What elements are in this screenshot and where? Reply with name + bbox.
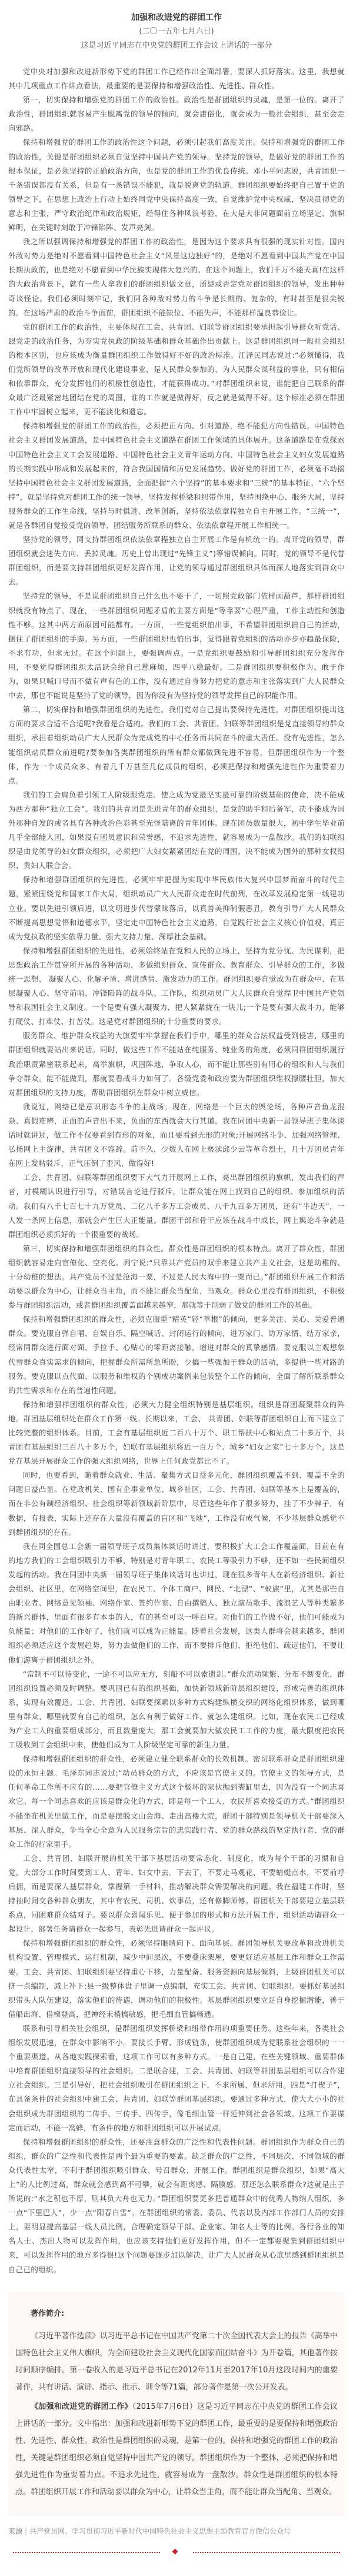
article-paragraph: 服务群众、维护群众权益的大旗要牢牢掌握在我们手中，哪里的群众合法权益受到侵害，哪里的群团组织就要站出来说话。同时，做这些工作不能站在纯服务、纯业务的角度，必须同群团组织履行政治职责紧密联系起来，高举旗帜，巩固阵地，争取人心，而不能让那些别有用心的组织和人与我们争夺群众。能不能做到，那就要看战斗力如何了。各级党委和政府要为群团组织维权撑腰壮胆，加大对群团组织的支持力度，帮助群团组织在群众中树立威信。 <box>8 1031 345 1097</box>
article-paragraph: 保持和增强群团组织的先进性，必须始终站在党和人民的立场上，坚持为党分忧、为民谋利，把思想政治工作贯穿所开展的各种活动，多做组织群众、宣传群众、教育群众、引导群众的工作，多做统一思想、 凝聚人心、化解矛盾、增进感情、激发动力的工作。群团组织要自觉成为在群众中、在基层凝聚人心、坚守前哨、冲锋陷阵的战斗队、工作队，组织动员广大人民群众自觉捍卫中国共产党领导和我国社会主义制度。一个是要有强大凝聚力，把人紧紧拢在一块儿;一个是要有强大战斗力，能够打硬仗、打难仗、打苦仗。这是党对群团组织的十分重要的要求。 <box>8 946 345 1026</box>
article-date: (二〇一五年七月六日) <box>139 27 214 36</box>
source-label: 来源 <box>8 2527 23 2535</box>
article-paragraph: 同时，也要看到，随着群众就业、生活、聚集方式日益多元化，群团组织覆盖不到、覆盖不全的问题日益凸显。在党政机关、国有企事业单位、城乡社区，工会、共青团、妇联等基本上是覆盖的，而在非公有制经济组织、社会组织等新领域新阶层中，尽管这些年作了很多努力，挂了不少牌子，有数据，有报表，实际上还存在大量没有覆盖的盲区和“飞地”，工作没有成气候，不少基层群众感觉不到群团组织的存在。 <box>8 1471 345 1537</box>
work-introduction-box <box>8 2292 345 2516</box>
article-title: 加强和改进党的群团工作 <box>131 13 222 22</box>
article-paragraph: 第三，切实保持和增强群团组织的群众性。群众性是群团组织的根本特点。离开了群众性，群团组织就容易走向官僚化、空壳化。列宁说:“只靠共产党员的双手来建立共产主义社会，这是幼稚的、十分幼稚的想法。共产党员不过是沧海一粟，不过是人民大海中的一粟而已。”群团组织开展工作和活动要以群众为中心，让群众当主角，而不能让群众当配角，当观众。群众心里没有群团组织，不积极参与群团组织活动，或者群团组织覆盖面越来越窄，那就等于削弱了做党的群团工作的基础。 <box>8 1244 345 1310</box>
ornamental-divider <box>13 2547 340 2558</box>
article-paragraph: 保持和增强群团组织的群众性，必须坚持眼睛向下、面向基层。群团领导机关要改革和改进机关机构设置、管理模式、运行机制，减少中间层次，不要叠床架屋，要更好适应基层工作和群众工作需要。工会、共青团、妇联组织要坚持重心下移，力量配备、服务资源向基层倾斜，上级群团机关可以挤一点编制，减上补下;县一级整体盘子里调一点编制，充实工会、共青团、妇联组织。要抓好基层组织带头人队伍建设，落实他们的待遇，调动他们的积极性。基层群团组织要立足自身挖掘潜能，善于借船出海、借梯登高，把神经末梢搞敏感，把毛细血管搞畅通。 <box>8 1939 345 2019</box>
work-title: 《加强和改进党的群团工作》 <box>31 2402 132 2411</box>
article-paragraph: 我之所以强调保持和增强党的群团工作的政治性，是因为这个要求具有很强的现实针对性。国内外敌对势力是绝对不愿看到中国特色社会主义“风景这边独好”的，是绝对不愿看到中国共产党在中国长期执政的，也是绝对不愿看到中华民族实现伟大复兴的。在这个问题上，我们千万不能天真!在这样的大政治背景下，就有一些人拿我们的群团组织做文章，质疑或否定党对群团组织的领导，发出种种奇谈怪论。我们必须时刻牢记，我们同各种敌对势力的斗争是长期的、复杂的，有时甚至是很尖锐的。在这场严肃的政治斗争面前，群团组织不能缺位、不能失声，不能那样温良恭俭让。 <box>8 237 345 317</box>
source-line <box>8 2525 345 2537</box>
article-paragraph: 保持和增强群团组织的群众性，还要注意群众的广泛性和代表性问题。群团组织作为群众自己的组织，群众的广泛性和代表性是两个最为重要的要素。缺乏群众的广泛性，不同层次、不同领域的群众代表性太窄，不利于群团组织吸引群众、号召群众、开展工作。群团组织是群众组织，如果“高大上”的人比例过高，群众就会感到高不可攀，就会有距离感、隔膜感，那还怎么联系群众?这就是庄子所说的:“水之积也不厚，则其负大舟也无力。”群团组织要更多把普通群众中的优秀人物纳人组织，多一点“下里巴人”，少一点“阳春白雪”。在群团组织的常委、委员、代表以及内部工作部门人员的安排上，要明显提高基层一线人员比例，合理确定领导干部、企业家、知名人士等的比例。各行各业的知名人士、杰出人物可以发挥作用，也应该支持他们更好发挥作用，但不一定都要聚集到群团组织中来，可以发挥作用的地方多得很!这个问题要逐步加以解决，让广大人民群众从心底里感到群团组织是自己已的组织。 <box>8 2137 345 2274</box>
article-paragraph: 党中央对加强和改进新形势下党的群团工作已经作出全面部署，要深人抓好落实。这里，我想就其中几项重点工作讲点看法，最重要的是要保持和增强政治性、先进性、群众性。 <box>8 67 345 91</box>
article-paragraph: 我在同全国总工会新一届领导班子成员集体谈话时讲过，要积极扩大工会工作覆盖面，目前在有的地方我们的工会组织吸引力不够，特别是对青年职工、农民工等吸引力不够，还不如一些民间组织发起的活动。我在同团中央新一届领导班子集体谈话时也讲过，现在很多青年人在新经济组织、新社会组织、社区里，在网络空间里，在农民工、个体工商户、网民、“北漂”、“蚁族”里，尤其是那些自由职业者、网络意见领袖、网络作家、签约作家、自由撰稿人、独立演员歌手、流浪艺人等种类繁多的新兴群体，里面有很多有本事的人，有的甚至可以一呼百应。对他们的工作做不好，他们可能成为负能量；对他们的工作好了，他们就可以成为正能量。随着社会发展，这类人群将会越来越多，群团组织必须适应这个发展趋势，努力去做他们的工作，而不要排斥他们、拒绝他们、疏远他们，不要让他们游离于群团组织之外。 <box>8 1541 345 1664</box>
article-paragraph: 坚持党的领导，不是说群团组织自己什么也不要干了，一切照党政部门依样画葫芦，那样群团组织就没有特点了。现在，一些群团组织问题矛盾的主要方面是“等靠要”心理严重，工作主动性和创造性不够。这其中两方面原因可能都有。一方面，一些党组织怕出事，不希望群团组织搞自己的活动，捆住了群团组织的手脚。另方面，一些群团组织也怕出事，觉得跟着党组织的活动亦步亦趋最保险，不求有功，但求无过。在这个问题上，要强调两点。一是党组织要鼓励和引导群团组织充分发挥作用，不要觉得群团组织太活跃会给自己惹麻烦，四平八稳最好。二是群团组织要积极作为、敢于作为，如果只喊口号而不做有声有色的工作，没有通过自身努力把党的意志和主张落实到广大人民群众中去，那也不能说是坚持了党的领导，因为你没有为坚持党的领导发挥自己的职能作用。 <box>8 591 345 700</box>
source-text: 共产党员网、学习贯彻习近平新时代中国特色社会主义思想主题教育官方微信公众号 <box>29 2527 291 2535</box>
info-paragraph <box>15 2398 338 2501</box>
article-paragraph: 党的群团工作的政治性，主要体现在工会、共青团、妇联等群团组织要承担起引导群众听党话、跟党走的政治任务，为夯实党执政的阶级基础和群众基础作出贡献上。这是群团组织同一般社会组织的根本区别，也应该成为衡量群团组织工作做得好不好的政治标准。江泽民同志说过:“必须懂得，我们党所领导的改革开放和现代化建设事业，是人民群众参加的、为人民群众谋利益的事业，只有相信和依靠群众，充分发挥他们的积极性创造性，才能获得成功。”对群团组织来说，谁能把自己联系的群众最广泛最紧密地团结在党的周围，谁的工作就是做得好，反之就是做得不好。这个标准必须在群团工作中牢固树立起来，更不能淡化和遗忘。 <box>8 322 345 417</box>
article-paragraph: 保持和增强样团组织的群众性，必须大力健全组织特别是基层组织。组织是群团凝聚群众的阵地。群团基层组织处在群众工作第一线。长期以来，工会、 共青团、妇联等群团组织自上而下建立了比较完整的组织体系。目前，工会有基层组织近二百八十万个、职工帮扶中心和站点二十多万个，共青团有基层组织三百八十多万个，妇联有基层组织将近一百万个、城乡“妇女之家”七十多万个，这是党在基层开展群众工作的强大组织网络，世界上任何政党都比不了。 <box>8 1400 345 1466</box>
article-paragraph: 工会、共青团、妇联开展的机关干部下基层活动要常态化、制度化，成为每个干部的习惯和自觉，大部分工作时间要到工人、青年、妇女中去。下去了，不要走马观花，不要蜻蜓点水，不要前呼后拥，而是要深人基层群众，掌握第一手材料，推动解决群众需要解决的问题。我在福建工作时，坚持抽时间交各种群众朋友，其中有农民、司机、炊事员，还有修脚师傅。群团机关干部要建立基层联系点，同困难群众结对子。要以群众喜闻乐见、便于参加的形式和方法开展工作，组织活动请群众一起设计，部署任务请群众一起参与，表彰先进请群众一起评议。 <box>8 1853 345 1934</box>
article-body <box>8 65 345 2277</box>
article-paragraph: 保持和增强群团组织的群众性，必须克服重“精英”轻“草根”的倾向，更多关注、关心、关爱普通群众。要克服自弹自唱、自娱自乐、隔空喊话、封闭运行的倾向，进万家门、访万家情、结万家亲，经常同群众进行面对面、手拉手、心贴心的零距离接触，增进对群众的真挚感情。要克服以主观想象代替群众真实需求的倾向，把握群众所需所急所盼，少搞一些强加于群众的活动，多提供一些对路的服务。要克服以点代面、以服务和维权的个别成功案例来包装整个工作的倾向，全面了解所联系群众的共性需求和存在的普遍性问题。 <box>8 1315 345 1395</box>
article-note: 这是习近平同志在中央党的群团工作会议上讲话的一部分 <box>81 41 272 50</box>
article-paragraph: 保持和增强党的群团工作的政治性，必须把正方向、引对道路，绝不能犯方向性错误。中国特色社会主义群团发展道路，是中国特色社会主义道路在群团工作领域的具体展开。这条道路是在党探索中国特色社会主义工会发展道路、中国特色社会主义青年运动方向、中国特色社会主义妇女发展道路的长期实践中形成和发展起来的，符合我国国情和历史发展趋势。做好党的群团工作，必须毫不动摇坚持中国特色社会主义群团发展道路，全面把握“六个坚持”的基本要求和“三统”的基本特征。“六个坚持”，就是坚持党对群团工作的统一领导，坚持发挥桥梁和纽带作用，坚持围绕中心、服务大局，坚持服务群众的工作生命线，坚持与时俱进、改革创新，坚持依法依章程独立自主开展工作。“三统一”，就是各群团自觉接受党的领导、团结服务所联系的群众、依法依章程开展工作相统一。 <box>8 421 345 530</box>
article-paragraph: 保持和增强党的群团工作的政治性这个问题，必须引起我们高度关注。保持和增强党的群团工作的政治性，关键是群团组织必须自觉坚持中国共产党的领导。坚持党的领导，是做好党的群团工作的根本保证，是必须坚持的正确政治方向，也是党的群团工作的优良传统。邓小平同志说，共青团犯一千条错误都没有关系，但是有一条错误不能犯，就是脱离党的轨道。群团组织要始终把自己置于党的领导之下，在思想上政治上行动上始终同党中央保持高度一致，自觉维护党中央权威，坚决贯彻党的意志和主张，严守政治纪律和政治规矩，经得住各种风浪考验，在大是大非问题面前立场坚定、旗帜鲜明，在关键时刻敢于冲锋陷阵、发声亮剑。 <box>8 138 345 232</box>
article-paragraph: 工会、共青团、妇联等群团组织要下大气力开展网上工作，亮出群团组织的旗帜，发出我们的声音，对模糊认识进行引导，对错误言论进行驳斥，让群众能在网上找到自己的组织、参加组织的活动。我们有八千七百七十九万党员、二亿八千多万工会成员、八千九百多万团员，还有“半边天”，一人发一条网上信息，那就会产生巨大正能量。群团干部和骨干应该在战斗中成长，网上舆论斗争就是群团组织必须抓好的一个很重要的战场。 <box>8 1173 345 1239</box>
work-summary: （2015年7月6日）这是习近平同志在中央党的群团工作会议上讲话的一部分。文中指出：加强和改进新形势下党的群团工作，最重要的是要保持和增强政治性、先进性、群众性。政治性是群团组织的灵魂，是第一位的。保持和增强党的群团工作的政治性，关键是群团组织必须自觉坚持中国共产党的领导。群团组织作为一个整体，必须把保持和增强先进性作为重要着力点。不追求先进性，就容易成为一盘散沙。群众性是群团组织的根本特点。群团组织开展工作和活动要以群众为中心，让群众当主角，而不能让群众当配角、当观众。 <box>15 2402 338 2497</box>
divider-line-left <box>13 2552 160 2553</box>
article-paragraph: 保持和增强群团组织的先进性，必须牢牢把握为实现中华民族伟大复兴中国梦而奋斗的时代主题，紧紧围绕党和国家工作大局，组织动员广大人民群众走在时代前列，在改革发展稳定第一线建功立业。要以先进引领后进，以文明进步代替蒙昧落后，以真善美抑制假恶丑，教育引导广大人民群众不断提高思想觉悟和道德水平，坚定走中国特色社会主义道路，自觉践行社会主义核心价值观，真正成为党执政的坚实依靠力量、强大支持力量、深厚社会基础。 <box>8 875 345 941</box>
divider-line-right <box>193 2552 340 2553</box>
article-paragraph: 保持和增强群团组织的群众性，必须建立健全联系群众的长效机制。密切联系群众是群团组织建设的永恒主题。毛泽东同志说过:“动员群众的方式，不应该是官僚主义的。官僚主义的领导方式，是任何革命工作所不应有的......要把官僚主义方式这个极坏的家伙抛到粪缸里去，因为没有一个同志喜欢它。每一个同志喜欢的应该是群众化的方式，即是每一个工人、农民所喜欢接受的方式。”群团组织不能坐在机关里做工作，而是要摆脱文山会海、走出高楼大院，群团干部特别是领导机关干部要深入基层、深人群众，争当全心全意为人民服务宗旨的忠实践行者、党的群众路线的坚定执行者、党的群众工作的行家里手。 <box>8 1754 345 1849</box>
article-paragraph: 我说过，网络已是意识形态斗争的主战场。现在，网络是一个巨大的舆论场，各种声音鱼龙混杂、真假难辨，正面的声音出不来，负面的东西就会大行其道。我在同团中央新一届领导班子集体谈话时就讲过，做工作不仅要看到有形的对象，而且要看到无形的对象;开展网络斗争、加强网络管理、弘扬网上主旋律，共青团义不容辞。前不久，少数人在网上亵渎邱少云等革命烈士，几十万团员青年在网上发帖驳斥，正气压倒了歪风，做得好! <box>8 1102 345 1168</box>
article-paragraph: 第一，切实保持和增强党的群团工作的政治性。政治性是群团组织的灵魂，是第一位的。离开了政治性，群团组织就容易产生脱离党的领导的倾向，就会庸俗化，就会成为一般社会组织，甚至会走向邪路。 <box>8 95 345 133</box>
article-paragraph: 我们的工会肩负着引领工人阶级跟党走、使之成为党最坚实最可靠的阶级基础的使命，决不能成为西方那种“独立工会”。我们的共青团是先进青年的群众组织，是党的助手和后备军，决不能成为国外那种自发的或者具有各种政治色彩甚至光怪陆离的青年团体。现在团员数量很大，初中学生毕业前几乎全部能入团，如果没有团员意识和荣誉感，不追求先进性，就容易成为一盘散沙。我们的妇联组织是由党领导的妇女群众组织，必须把广大妇女紧紧团结在党的周围，决不能成为国外的那种女权组织、贵妇人联合会。 <box>8 790 345 870</box>
source-separator: | <box>25 2527 28 2535</box>
article-paragraph: 坚持党的领导，同支持群团组织依法依章程独立自主开展工作是有机统一的。离开党的领导，群团组织就会迷失方向、丢掉灵魂。历史上曾出现过“先锋主义”)等错误倾向。同时，党的领导不是代替群团组织，而是要支持群团组织更好发挥作用，让党的领导通过群团组织具体而深人地落实到群众中去。 <box>8 535 345 587</box>
article-paragraph: 第二，切实保持和增强群团组织的先进性。我们党对自己提出要保持先进性，对群团组织提出这方面的要求合适不合适呢?我看是合适的。我们的工会、共青团、妇联等群团组织是党直接领导的群众组织，承担着组织动员广大人民群众为完成党的中心任务而共同奋斗的重大责任。没有先进性，怎么能组织动员群众前进呢?要参加各类群团组织的所有群众都做到先进不容易，但群团组织作为一个整体，作为一个成员众多、有着几千万甚至几亿成员的组织，必须把保持和增强先进性作为重要着力点。 <box>8 705 345 785</box>
spacer <box>8 53 345 65</box>
article-paragraph: 联系和引导相关社会组织，是群团组织发挥桥梁和纽带作用的项重要任务。这些年来，各类社会组织发展迅速，在群众中影响不小。要接长手臂、形成链条，使群团组织成为党联系社会组织的一一个重要渠道。从各地实践探索看，这项工作可以有多种方式。一是自己建，在些关键领域、重要群体中培育群团组织直接领导的社会组织。二是联合建，工会、共青团、妇联等群团基层组织可以合作建立社会组织。三是引导好，把社会组织吸引在群团组织之下，不求所属，但求所用。四是“打楔子”，在具备条件的社会组织中建工会、共青团、妇联等群团基层组织。要通过多种方式，使大大小小的社会组织成为群团组织的二传手、三传手、四传手，像毛细血管一样延伸到社会各领域。这项工作要谋定而后动，不能一窝蜂，有条件的地方和群团组织可以开展试点。 <box>8 2023 345 2132</box>
article-paragraph: “常制不可以待变化，一途不可以应无方，刻船不可以索遗剑。”群众流动频繁、分布不断变化，群团组织设置必须及时调整。要巩固已有的组织基础，加快新领域新阶层组织建设，形成完善的组织体系，实现有效覆道。工会、共青团、妇联要探索以多种方式构建纵横交织的网络化组织体系，做到哪里有群众、哪里就要有自己的组织，怎么有利于做好工作、就怎么建组织。比如，现在农民工已经成为产业工人的重要组成部分，而且数量庞大，那工会就要加大做农民工工作的力度，最大限度把农民工吸收到工会组织中来，使他们成为工人阶级坚定可靠的新生力量。 <box>8 1669 345 1750</box>
info-paragraph: 《习近平著作选读》以习近平总书记在中国共产党第二十次全国代表大会上的报告《高举中国特色社会主义伟大旗帜，为全面建设社会主义现代化国家而团结奋斗》为开卷篇，其他著作按时间顺序编排。第一卷收入的是习近平总书记在2012年11月至2017年10月这段时间内的重要著作，共有讲话、演讲、指示、批示、训令等71篇，部分著作是第一次公开发表。 <box>15 2331 338 2392</box>
info-heading: 著作简介: <box>31 2309 65 2318</box>
